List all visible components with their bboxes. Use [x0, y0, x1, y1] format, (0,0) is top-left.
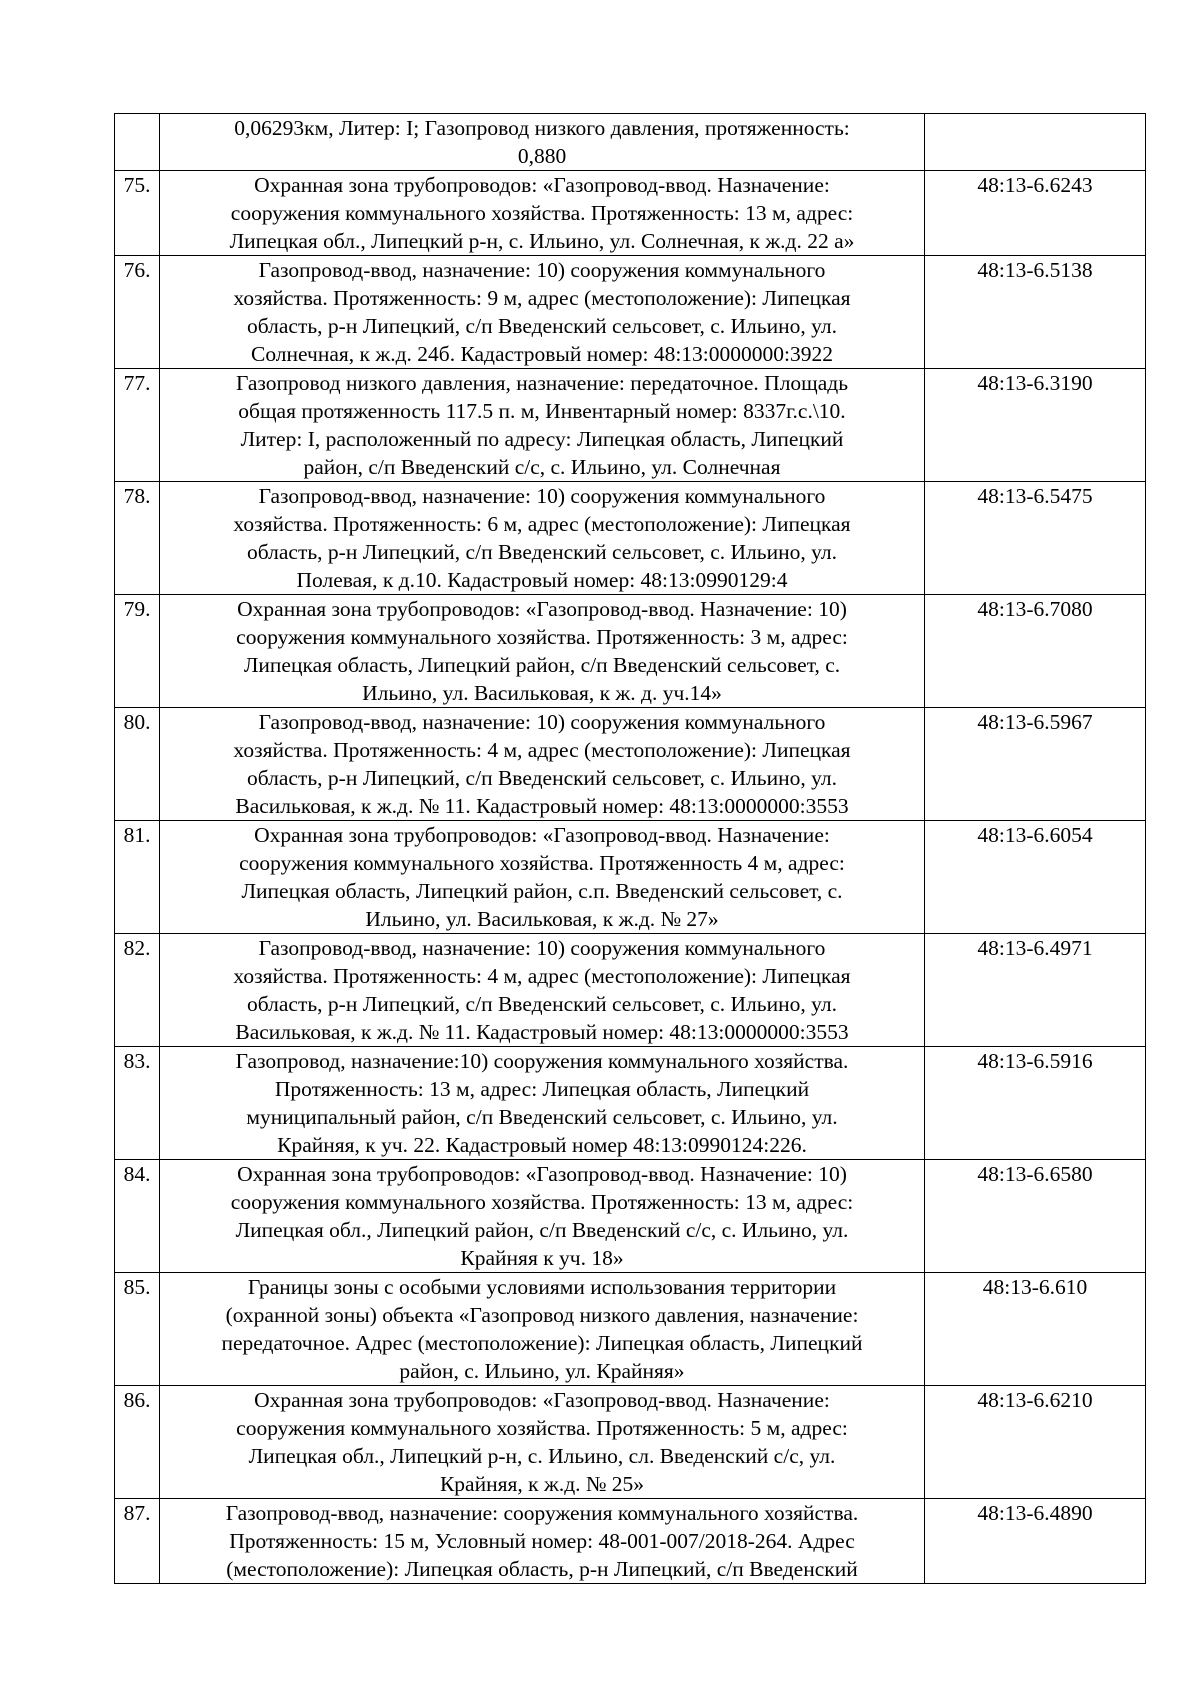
row-number: 84. [123, 1162, 151, 1186]
registry-code: 48:13-6.5138 [977, 258, 1093, 282]
description-line: область, р-н Липецкий, с/п Введенский сельсовет, с. Ильино, ул. [247, 992, 837, 1016]
description-line: область, р-н Липецкий, с/п Введенский сельсовет, с. Ильино, ул. [247, 766, 837, 790]
description-line: сооружения коммунального хозяйства. Протяженность: 13 м, адрес: [230, 1190, 854, 1214]
description-line: 0,880 [517, 144, 567, 168]
registry-code: 48:13-6.5916 [977, 1049, 1093, 1073]
registry-code-cell [925, 256, 1146, 369]
description-cell [160, 708, 925, 821]
description-line: Крайняя, к уч. 22. Кадастровый номер 48:13:0990124:226. [277, 1133, 807, 1157]
description-line: сооружения коммунального хозяйства. Протяженность: 5 м, адрес: [236, 1416, 848, 1440]
description-line: (охранной зоны) объекта «Газопровод низкого давления, назначение: [225, 1303, 859, 1327]
description-line: Охранная зона трубопроводов: «Газопровод-ввод. Назначение: [254, 823, 830, 847]
registry-code-cell [925, 934, 1146, 1047]
row-number: 87. [123, 1501, 151, 1525]
description-line: область, р-н Липецкий, с/п Введенский сельсовет, с. Ильино, ул. [247, 540, 837, 564]
registry-code-cell [925, 171, 1146, 256]
registry-code-cell [925, 1386, 1146, 1499]
registry-code-cell [925, 1273, 1146, 1386]
description-line: Границы зоны с особыми условиями использования территории [247, 1275, 837, 1299]
description-line: (местоположение): Липецкая область, р-н Липецкий, с/п Введенский [226, 1557, 858, 1581]
row-number: 75. [123, 173, 151, 197]
row-number-cell [115, 114, 160, 171]
description-cell [160, 114, 925, 171]
description-line: Газопровод-ввод, назначение: сооружения коммунального хозяйства. [225, 1501, 859, 1525]
description-line: Охранная зона трубопроводов: «Газопровод-ввод. Назначение: [254, 173, 830, 197]
description-line: Газопровод, назначение:10) сооружения коммунального хозяйства. [235, 1049, 849, 1073]
table-row [115, 1047, 1146, 1160]
table-row [115, 934, 1146, 1047]
description-line: Липецкая обл., Липецкий район, с/п Введенский с/с, с. Ильино, ул. [235, 1218, 849, 1242]
description-line: 0,06293км, Литер: I; Газопровод низкого давления, протяженность: [234, 116, 850, 140]
row-number: 83. [123, 1049, 151, 1073]
registry-code-cell [925, 482, 1146, 595]
row-number: 80. [123, 710, 151, 734]
description-cell [160, 1047, 925, 1160]
registry-code-cell [925, 1047, 1146, 1160]
row-number: 77. [123, 371, 151, 395]
row-number: 82. [123, 936, 151, 960]
registry-code: 48:13-6.5475 [977, 484, 1093, 508]
table-row [115, 171, 1146, 256]
row-number-cell [115, 934, 160, 1047]
description-cell [160, 1499, 925, 1584]
registry-code-cell [925, 114, 1146, 171]
description-line: Полевая, к д.10. Кадастровый номер: 48:13:0990129:4 [296, 568, 788, 592]
description-line: Газопровод низкого давления, назначение: передаточное. Площадь [235, 371, 849, 395]
table-row [115, 708, 1146, 821]
description-line: хозяйства. Протяженность: 4 м, адрес (местоположение): Липецкая [233, 964, 851, 988]
description-line: Липецкая обл., Липецкий р-н, с. Ильино, сл. Введенский с/с, ул. [248, 1444, 836, 1468]
row-number-cell [115, 482, 160, 595]
row-number-cell [115, 821, 160, 934]
row-number: 86. [123, 1388, 151, 1412]
table-row [115, 256, 1146, 369]
description-line: Липецкая обл., Липецкий р-н, с. Ильино, ул. Солнечная, к ж.д. 22 а» [229, 229, 855, 253]
description-line: Ильино, ул. Васильковая, к ж.д. № 27» [365, 907, 719, 931]
row-number-cell [115, 595, 160, 708]
registry-table-body [115, 114, 1146, 1584]
description-line: Охранная зона трубопроводов: «Газопровод-ввод. Назначение: [254, 1388, 830, 1412]
description-line: сооружения коммунального хозяйства. Протяженность: 3 м, адрес: [236, 625, 848, 649]
registry-code-cell [925, 708, 1146, 821]
description-cell [160, 369, 925, 482]
row-number-cell [115, 369, 160, 482]
description-line: Крайняя к уч. 18» [460, 1246, 624, 1270]
row-number: 76. [123, 258, 151, 282]
description-cell [160, 482, 925, 595]
description-line: общая протяженность 117.5 п. м, Инвентарный номер: 8337г.с.\10. [238, 399, 846, 423]
table-row [115, 1160, 1146, 1273]
table-row [115, 1386, 1146, 1499]
description-cell [160, 1273, 925, 1386]
description-cell [160, 934, 925, 1047]
table-row [115, 369, 1146, 482]
table-row [115, 1499, 1146, 1584]
description-line: Газопровод-ввод, назначение: 10) сооружения коммунального [258, 936, 826, 960]
description-line: Газопровод-ввод, назначение: 10) сооружения коммунального [258, 484, 826, 508]
registry-code: 48:13-6.4890 [977, 1501, 1093, 1525]
description-line: Протяженность: 13 м, адрес: Липецкая область, Липецкий [274, 1077, 810, 1101]
row-number-cell [115, 1273, 160, 1386]
description-line: Липецкая область, Липецкий район, с/п Введенский сельсовет, с. [243, 653, 841, 677]
description-line: Крайняя, к ж.д. № 25» [439, 1472, 645, 1496]
table-row [115, 482, 1146, 595]
registry-code: 48:13-6.6210 [977, 1388, 1093, 1412]
description-line: Липецкая область, Липецкий район, с.п. Введенский сельсовет, с. [241, 879, 843, 903]
description-line: район, с. Ильино, ул. Крайняя» [399, 1359, 685, 1383]
description-line: хозяйства. Протяженность: 9 м, адрес (местоположение): Липецкая [233, 286, 851, 310]
registry-code: 48:13-6.4971 [977, 936, 1093, 960]
description-line: область, р-н Липецкий, с/п Введенский сельсовет, с. Ильино, ул. [247, 314, 837, 338]
description-cell [160, 595, 925, 708]
description-line: Охранная зона трубопроводов: «Газопровод-ввод. Назначение: 10) [237, 597, 847, 621]
row-number-cell [115, 1386, 160, 1499]
description-line: Газопровод-ввод, назначение: 10) сооружения коммунального [258, 258, 826, 282]
description-line: Литер: I, расположенный по адресу: Липецкая область, Липецкий [240, 427, 844, 451]
description-line: Васильковая, к ж.д. № 11. Кадастровый номер: 48:13:0000000:3553 [235, 1020, 849, 1044]
description-line: Газопровод-ввод, назначение: 10) сооружения коммунального [258, 710, 826, 734]
row-number: 79. [123, 597, 151, 621]
registry-code-cell [925, 821, 1146, 934]
registry-code: 48:13-6.610 [982, 1275, 1088, 1299]
description-line: хозяйства. Протяженность: 4 м, адрес (местоположение): Липецкая [233, 738, 851, 762]
description-cell [160, 1386, 925, 1499]
description-cell [160, 821, 925, 934]
row-number-cell [115, 1499, 160, 1584]
row-number-cell [115, 256, 160, 369]
description-line: Васильковая, к ж.д. № 11. Кадастровый номер: 48:13:0000000:3553 [235, 794, 849, 818]
registry-code: 48:13-6.5967 [977, 710, 1093, 734]
row-number: 78. [123, 484, 151, 508]
description-line: район, с/п Введенский с/с, с. Ильино, ул. Солнечная [303, 455, 781, 479]
description-line: Солнечная, к ж.д. 24б. Кадастровый номер: 48:13:0000000:3922 [250, 342, 833, 366]
registry-code-cell [925, 369, 1146, 482]
registry-code-cell [925, 1499, 1146, 1584]
description-line: хозяйства. Протяженность: 6 м, адрес (местоположение): Липецкая [233, 512, 851, 536]
table-row [115, 821, 1146, 934]
registry-code-cell [925, 595, 1146, 708]
registry-code: 48:13-6.6580 [977, 1162, 1093, 1186]
description-line: Протяженность: 15 м, Условный номер: 48-001-007/2018-264. Адрес [229, 1529, 855, 1553]
description-line: муниципальный район, с/п Введенский сельсовет, с. Ильино, ул. [246, 1105, 838, 1129]
description-line: сооружения коммунального хозяйства. Протяженность 4 м, адрес: [239, 851, 845, 875]
description-cell [160, 171, 925, 256]
table-row [115, 1273, 1146, 1386]
registry-code-cell [925, 1160, 1146, 1273]
row-number: 85. [123, 1275, 151, 1299]
table-row [115, 114, 1146, 171]
row-number-cell [115, 708, 160, 821]
registry-code: 48:13-6.3190 [977, 371, 1093, 395]
table-row [115, 595, 1146, 708]
row-number-cell [115, 171, 160, 256]
registry-code: 48:13-6.6243 [977, 173, 1093, 197]
row-number-cell [115, 1160, 160, 1273]
description-cell [160, 256, 925, 369]
description-line: сооружения коммунального хозяйства. Протяженность: 13 м, адрес: [230, 201, 854, 225]
registry-code: 48:13-6.6054 [977, 823, 1093, 847]
registry-table [114, 113, 1146, 1584]
row-number-cell [115, 1047, 160, 1160]
row-number: 81. [123, 823, 151, 847]
description-line: Охранная зона трубопроводов: «Газопровод-ввод. Назначение: 10) [237, 1162, 847, 1186]
description-line: передаточное. Адрес (местоположение): Липецкая область, Липецкий [221, 1331, 863, 1355]
registry-code: 48:13-6.7080 [977, 597, 1093, 621]
description-line: Ильино, ул. Васильковая, к ж. д. уч.14» [362, 681, 722, 705]
description-cell [160, 1160, 925, 1273]
